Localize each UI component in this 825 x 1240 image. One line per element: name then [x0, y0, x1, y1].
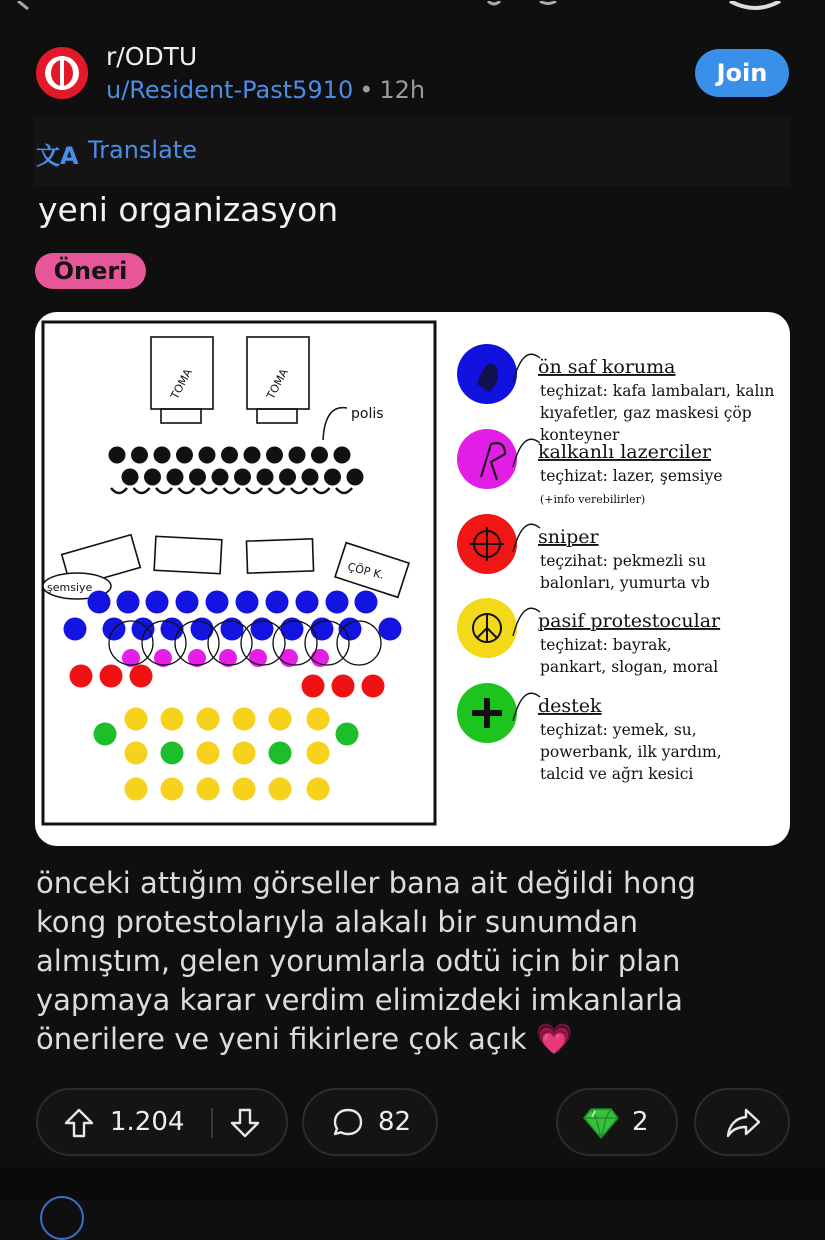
police-dot — [324, 469, 341, 486]
post-meta — [106, 76, 425, 104]
police-dot — [234, 469, 251, 486]
legend-title: destek — [538, 695, 602, 717]
legend-arrow — [513, 524, 540, 552]
legend-desc: balonları, yumurta vb — [540, 574, 710, 592]
legend-title: pasif protestocular — [538, 610, 721, 632]
next-post-avatar — [40, 1196, 84, 1240]
crowd-dot — [269, 778, 292, 801]
subreddit-avatar[interactable] — [36, 47, 88, 99]
legend-desc: teçhizat: yemek, su, — [540, 721, 697, 739]
police-shields — [111, 488, 352, 493]
upvote-icon[interactable] — [62, 1106, 96, 1140]
post-image[interactable] — [35, 312, 790, 846]
post-flair[interactable]: Öneri — [35, 253, 146, 289]
join-button[interactable]: Join — [695, 49, 789, 97]
status-bar-icons — [0, 1, 825, 15]
crowd-dot — [233, 708, 256, 731]
legend-arrow — [513, 439, 540, 467]
post-header — [36, 42, 792, 112]
crowd-dot — [161, 708, 184, 731]
crowd-dot — [307, 742, 330, 765]
crowd-dot — [161, 778, 184, 801]
legend-desc: powerbank, ilk yardım, — [540, 743, 722, 761]
upvote-count: 1.204 — [110, 1107, 185, 1137]
body-line: yapmaya karar verdim elimizdeki imkanlarla — [36, 983, 683, 1017]
crowd-dot — [307, 708, 330, 731]
police-dot — [266, 447, 283, 464]
downvote-icon[interactable] — [228, 1106, 262, 1140]
crowd-dot — [302, 675, 325, 698]
crowd-dot — [269, 708, 292, 731]
police-dot — [144, 469, 161, 486]
toma-label-2: TOMA — [264, 366, 291, 402]
protest-diagram — [35, 312, 790, 846]
crowd-dot — [125, 778, 148, 801]
legend-desc: talcid ve ağrı kesici — [540, 765, 694, 783]
polis-arrow — [323, 408, 347, 440]
crowd-dot — [379, 618, 402, 641]
police-dot — [244, 447, 261, 464]
meta-separator: • — [359, 76, 374, 104]
body-line-last — [36, 1020, 796, 1059]
police-dot — [289, 447, 306, 464]
police-dot — [302, 469, 319, 486]
police-rows — [109, 447, 364, 494]
body-line: almıştım, gelen yorumlarla odtü için bir plan — [36, 944, 681, 978]
share-icon — [724, 1106, 762, 1140]
police-dot — [189, 469, 206, 486]
body-line-text: önerilere ve yeni fikirlere çok açık — [36, 1022, 527, 1056]
bin-label: ÇÖP K. — [346, 560, 386, 582]
police-dot — [347, 469, 364, 486]
legend-title: kalkanlı lazerciler — [538, 441, 712, 463]
police-dot — [122, 469, 139, 486]
crowd-dot — [206, 591, 229, 614]
post-title: yeni organizasyon — [38, 190, 339, 229]
crowd-formation — [64, 591, 402, 801]
polis-label: polis — [351, 406, 384, 422]
post-time: 12h — [379, 76, 426, 104]
crowd-dot — [269, 742, 292, 765]
translate-bar[interactable] — [34, 116, 790, 186]
crowd-dot — [125, 708, 148, 731]
body-line: kong protestolarıyla alakalı bir sunumdan — [36, 905, 639, 939]
legend-desc: teçhizat: lazer, şemsiye — [540, 467, 723, 485]
next-post-edge — [0, 1168, 825, 1200]
heart-emoji: 💗 — [535, 1022, 574, 1057]
police-dot — [257, 469, 274, 486]
crowd-dot — [146, 591, 169, 614]
crowd-dot — [336, 723, 359, 746]
translate-label[interactable]: Translate — [88, 136, 197, 164]
crowd-dot — [233, 778, 256, 801]
award-gem-icon — [582, 1106, 620, 1140]
share-button[interactable] — [694, 1088, 790, 1156]
crowd-dot — [296, 591, 319, 614]
legend-desc: teçhizat: kafa lambaları, kalın — [540, 382, 775, 400]
crowd-dot — [266, 591, 289, 614]
legend-desc: teçhizat: bayrak, — [540, 636, 672, 654]
police-dot — [176, 447, 193, 464]
police-dot — [131, 447, 148, 464]
comments-button[interactable] — [302, 1088, 438, 1156]
status-bar-remnant — [0, 0, 825, 14]
police-dot — [311, 447, 328, 464]
crowd-dot — [130, 665, 153, 688]
umbrella-label: şemsiye — [47, 581, 93, 594]
police-dot — [199, 447, 216, 464]
vote-bar — [36, 1088, 288, 1156]
translate-icon: 文A — [36, 142, 79, 170]
police-dot — [154, 447, 171, 464]
award-button[interactable] — [556, 1088, 678, 1156]
police-dot — [279, 469, 296, 486]
legend-desc: teçzihat: pekmezli su — [540, 552, 707, 570]
crowd-dot — [307, 778, 330, 801]
legend-desc: pankart, slogan, moral — [540, 658, 719, 676]
legend-desc: (+info verebilirler) — [540, 493, 646, 506]
crowd-dot — [355, 591, 378, 614]
body-line: önceki attığım görseller bana ait değildi hong — [36, 866, 696, 900]
legend-arrow — [513, 608, 540, 636]
crowd-dot — [332, 675, 355, 698]
crowd-dot — [94, 723, 117, 746]
police-dot — [167, 469, 184, 486]
police-dot — [221, 447, 238, 464]
crowd-dot — [176, 591, 199, 614]
crowd-dot — [362, 675, 385, 698]
crowd-dot — [125, 742, 148, 765]
crowd-dot — [233, 742, 256, 765]
crowd-dot — [100, 665, 123, 688]
crowd-dot — [197, 778, 220, 801]
subreddit-name[interactable]: r/ODTU — [106, 42, 198, 71]
crowd-dot — [326, 591, 349, 614]
author-link[interactable]: u/Resident-Past5910 — [106, 76, 354, 104]
legend-arrow — [513, 693, 540, 721]
crowd-dot — [161, 742, 184, 765]
police-dot — [212, 469, 229, 486]
police-dot — [109, 447, 126, 464]
legend-desc: kıyafetler, gaz maskesi çöp — [540, 404, 752, 422]
vote-divider — [211, 1108, 213, 1138]
crowd-dot — [236, 591, 259, 614]
comment-icon — [330, 1105, 366, 1141]
crowd-dot — [70, 665, 93, 688]
toma-label-1: TOMA — [168, 366, 195, 402]
police-dot — [334, 447, 351, 464]
legend — [457, 344, 774, 783]
award-count: 2 — [632, 1107, 649, 1137]
crowd-dot — [197, 708, 220, 731]
crowd-dot — [117, 591, 140, 614]
crowd-dot — [64, 618, 87, 641]
crowd-dot — [88, 591, 111, 614]
crowd-dot — [197, 742, 220, 765]
legend-title: ön saf koruma — [538, 356, 676, 378]
comment-count: 82 — [378, 1107, 412, 1137]
legend-arrow — [513, 354, 540, 382]
legend-desc: konteyner — [540, 426, 620, 444]
post-body — [36, 864, 796, 1059]
legend-title: sniper — [538, 526, 599, 548]
